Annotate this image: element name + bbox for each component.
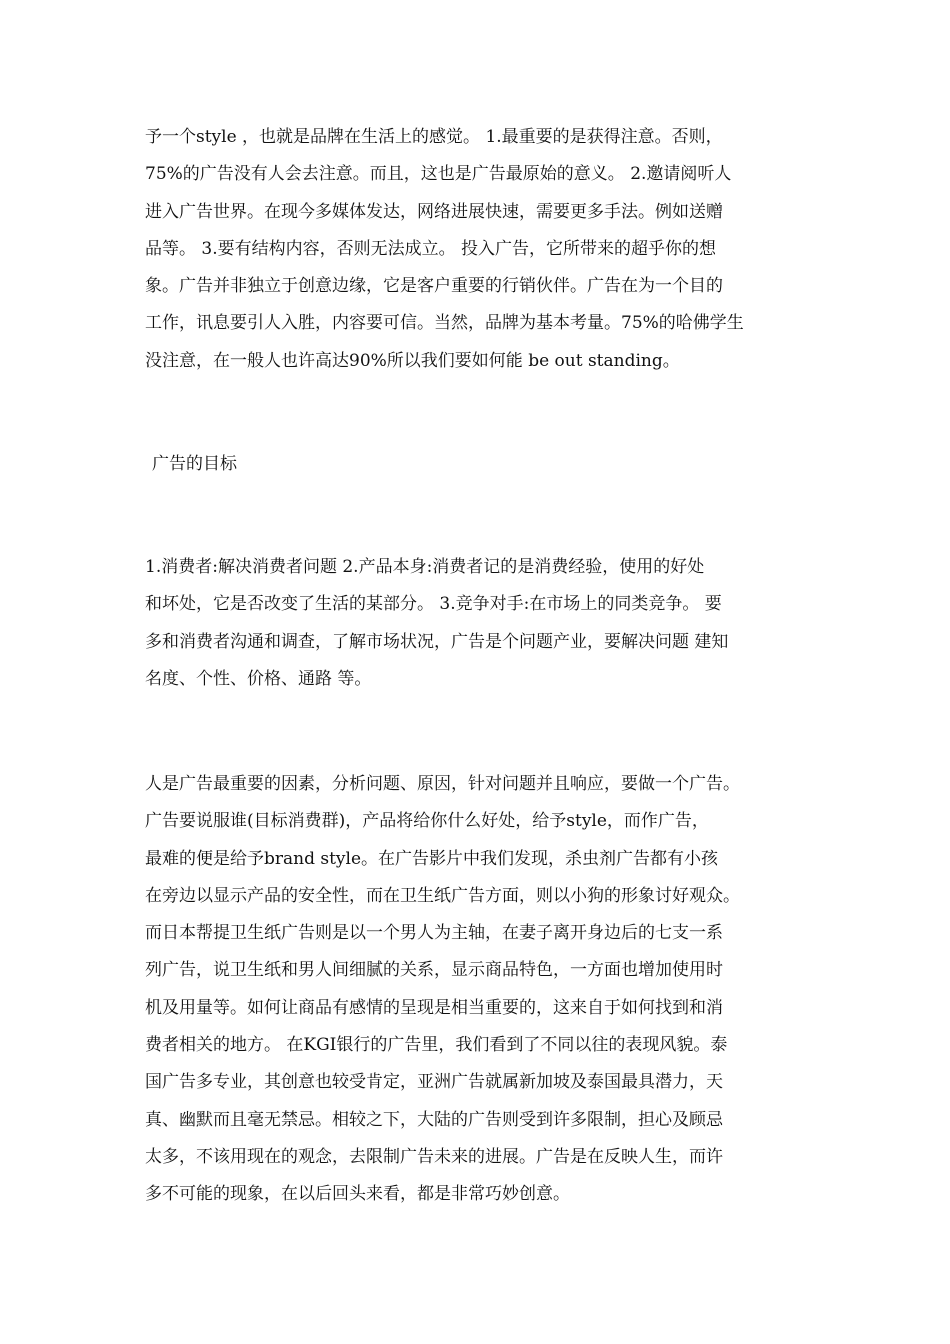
- paragraph-line: 75%的广告没有人会去注意。而且，这也是广告最原始的意义。 2.邀请阅听人: [145, 164, 732, 185]
- paragraph-line: 进入广告世界。在现今多媒体发达，网络进展快速，需要更多手法。例如送赠: [145, 201, 723, 222]
- paragraph-line: 在旁边以显示产品的安全性，而在卫生纸广告方面，则以小狗的形象讨好观众。: [145, 885, 740, 906]
- paragraph-line: 费者相关的地方。 在KGI银行的广告里，我们看到了不同以往的表现风貌。泰: [145, 1035, 728, 1056]
- paragraph-line: 而日本帮提卫生纸广告则是以一个男人为主轴，在妻子离开身边后的七支一系: [145, 923, 723, 944]
- paragraph-line: 1.消费者:解决消费者问题 2.产品本身:消费者记的是消费经验，使用的好处: [145, 557, 705, 577]
- paragraph-line: 工作，讯息要引人入胜，内容要可信。当然，品牌为基本考量。75%的哈佛学生: [145, 313, 744, 334]
- paragraph-line: 多不可能的现象，在以后回头来看，都是非常巧妙创意。: [145, 1184, 570, 1205]
- paragraph-line: 机及用量等。如何让商品有感情的呈现是相当重要的，这来自于如何找到和消: [145, 997, 723, 1018]
- paragraph-line: 列广告，说卫生纸和男人间细腻的关系，显示商品特色，一方面也增加使用时: [145, 960, 723, 981]
- paragraph-line: 没注意，在一般人也许高达90%所以我们要如何能 be out standing。: [145, 350, 680, 371]
- paragraph-line: 象。广告并非独立于创意边缘，它是客户重要的行销伙伴。广告在为一个目的: [145, 276, 723, 297]
- paragraph-line: 名度、个性、价格、通路 等。: [145, 668, 372, 689]
- section-heading: [152, 446, 832, 483]
- paragraph-line: 国广告多专业，其创意也较受肯定，亚洲广告就属新加坡及泰国最具潜力，天: [145, 1072, 723, 1093]
- paragraph-line: 广告要说服谁(目标消费群)，产品将给你什么好处，给予style，而作广告，: [145, 811, 709, 832]
- paragraph-2: [145, 549, 825, 698]
- paragraph-line: 品等。 3.要有结构内容，否则无法成立。 投入广告，它所带来的超乎你的想: [145, 238, 717, 259]
- paragraph-line: 和坏处，它是否改变了生活的某部分。 3.竞争对手:在市场上的同类竞争。 要: [145, 594, 722, 615]
- paragraph-line: 太多，不该用现在的观念，去限制广告未来的进展。广告是在反映人生，而许: [145, 1146, 723, 1167]
- section-heading-text: 广告的目标: [152, 454, 237, 474]
- paragraph-line: 最难的便是给予brand style。在广告影片中我们发现，杀虫剂广告都有小孩: [145, 848, 719, 869]
- paragraph-1: [145, 119, 825, 380]
- paragraph-3: [145, 766, 825, 1214]
- paragraph-line: 予一个style ，也就是品牌在生活上的感觉。 1.最重要的是获得注意。否则，: [145, 127, 723, 147]
- paragraph-line: 真、幽默而且毫无禁忌。相较之下，大陆的广告则受到许多限制，担心及顾忌: [145, 1109, 723, 1130]
- paragraph-line: 多和消费者沟通和调查，了解市场状况，广告是个问题产业，要解决问题 建知: [145, 631, 729, 652]
- paragraph-line: 人是广告最重要的因素，分析问题、原因，针对问题并且响应，要做一个广告。: [145, 774, 740, 794]
